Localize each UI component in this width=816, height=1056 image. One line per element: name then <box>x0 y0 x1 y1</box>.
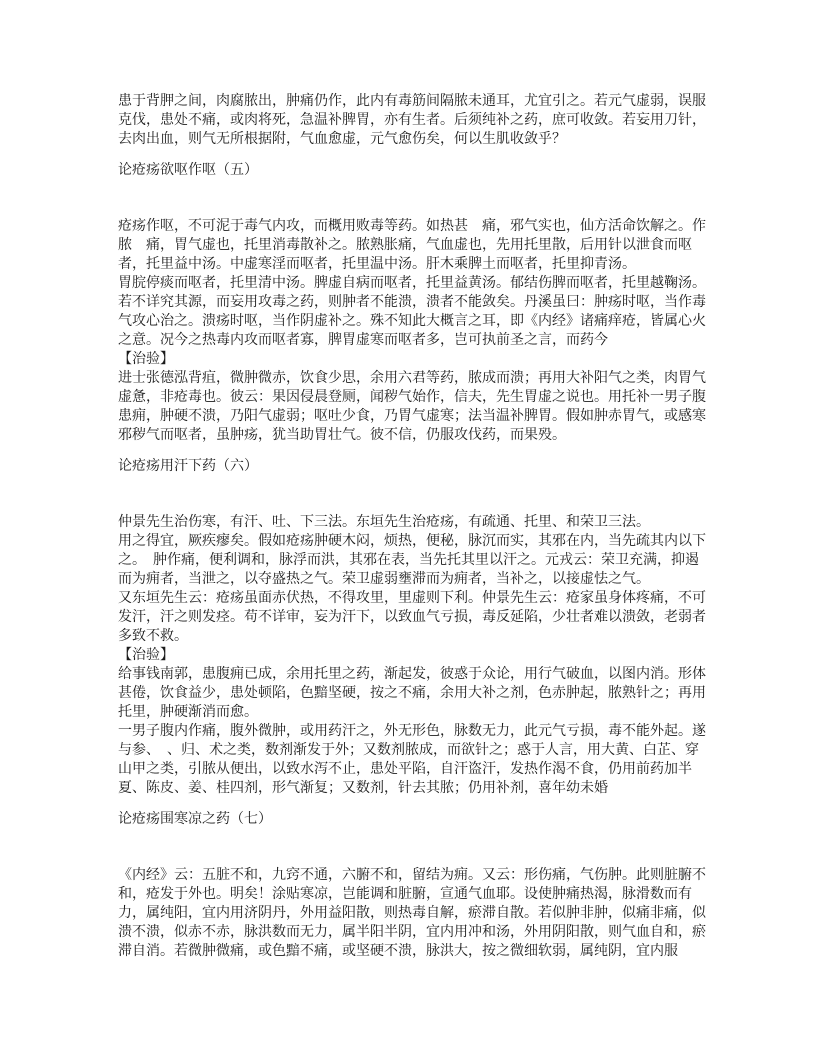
paragraph: 【治验】 <box>118 352 174 367</box>
section-heading: 论疮疡欲呕作呕（五） <box>118 163 258 178</box>
paragraph: 患于背胛之间，肉腐脓出，肿痛仍作，此内有毒筋间隔脓未通耳，尤宜引之。若元气虚弱，误服克伐，患处不痛，或肉将死，急温补脾胃，亦有生者。后须纯补之药，庶可收敛。若妄用刀针，去肉出血，则气无所根据附，气血愈虚，元气愈伤矣，何以生肌收敛乎？ <box>118 94 706 147</box>
paragraph: 进士张德泓背疽，微肿微赤，饮食少思，余用六君等药，脓成而溃；再用大补阳气之类，肉胃气虚惫，非疮毒也。彼云：果因侵晨登厕，闻秽气始作，信夫，先生胃虚之说也。用托补一男子腹患痈，肿硬不溃，乃阳气虚弱；呕吐少食，乃胃气虚寒；法当温补脾胃。假如肿赤胃气，或感寒邪秽气而呕者，虽肿疡，犹当助胃壮气。彼不信，仍服攻伐药，而果殁。 <box>118 371 706 443</box>
paragraph: 给事钱南郭，患腹痈已成，余用托里之药，渐起发，彼惑于众论，用行气破血，以图内消。形体甚倦，饮食益少，患处顿陷，色黯坚硬，按之不痛，余用大补之剂，色赤肿起，脓熟针之；再用托里，肿硬渐消而愈。 <box>118 667 706 720</box>
paragraph: 《内经》云：五脏不和，九窍不通，六腑不和，留结为痈。又云：形伤痛，气伤肿。此则脏腑不和，疮发于外也。明矣！涂贴寒凉，岂能调和脏腑，宣通气血耶。设使肿痛热渴，脉滑数而有力，属纯阳，宜内用济阴丹，外用益阳散，则热毒自解，瘀滞自散。若似肿非肿，似痛非痛，似溃不溃，似赤不赤，脉洪数而无力，属半阳半阴，宜内用冲和汤，外用阴阳散，则气血自和，瘀滞自消。若微肿微痛，或色黯不痛，或坚硬不溃，脉洪大，按之微细软弱，属纯阴，宜内服 <box>118 868 706 959</box>
paragraph: 胃脘停痰而呕者，托里清中汤。脾虚自病而呕者，托里益黄汤。郁结伤脾而呕者，托里越鞠汤。 <box>118 276 706 291</box>
paragraph: 一男子腹内作痛，腹外微肿，或用药汗之，外无形色，脉数无力，此元气亏损，毒不能外起。遂与参、 、归、术之类，数剂渐发于外；又数剂脓成，而欲针之；惑于人言，用大黄、白芷、穿山甲之类，引脓从便出，以致水泻不止，患处平陷，自汗盗汗，发热作渴不食，仍用前药加半夏、陈皮、姜、桂四剂，形气渐复；又数剂，针去其脓；仍用补剂，喜年幼未婚 <box>118 724 706 796</box>
paragraph: 疮疡作呕，不可泥于毒气内攻，而概用败毒等药。如热甚 痛，邪气实也，仙方活命饮解之。作脓 痛，胃气虚也，托里消毒散补之。脓熟胀痛，气血虚也，先用托里散，后用针以泄食而呕者，托里益中汤。中虚寒淫而呕者，托里温中汤。肝木乘脾土而呕者，托里抑青汤。 <box>118 219 706 272</box>
paragraph: 【治验】 <box>118 648 174 663</box>
section-heading: 论疮疡用汗下药（六） <box>118 459 258 474</box>
document-body <box>118 92 708 961</box>
paragraph: 若不详究其源，而妄用攻毒之药，则肿者不能溃，溃者不能敛矣。丹溪虽曰：肿疡时呕，当作毒气攻心治之。溃疡时呕，当作阴虚补之。殊不知此大概言之耳，即《内经》诸痛痒疮，皆属心火之意。况今之热毒内攻而呕者寡，脾胃虚寒而呕者多，岂可执前圣之言，而药今 <box>118 295 706 348</box>
paragraph: 仲景先生治伤寒，有汗、吐、下三法。东垣先生治疮疡，有疏通、托里、和荣卫三法。 <box>118 515 650 530</box>
section-heading: 论疮疡围寒凉之药（七） <box>118 812 272 827</box>
paragraph: 又东垣先生云：疮疡虽面赤伏热，不得攻里，里虚则下利。仲景先生云：疮家虽身体疼痛，不可发汗，汗之则发痉。苟不详审，妄为汗下，以致血气亏损，毒反延陷，少壮者难以溃敛，老弱者多致不救。 <box>118 591 706 644</box>
paragraph: 用之得宜，厥疾瘳矣。假如疮疡肿硬木闷，烦热，便秘，脉沉而实，其邪在内，当先疏其内以下之。 肿作痛，便利调和，脉浮而洪，其邪在表，当先托其里以汗之。元戎云：荣卫充满，抑遏而为痈者，当泄之，以夺盛热之气。荣卫虚弱壅滞而为痈者，当补之，以接虚怯之气。 <box>118 534 706 587</box>
